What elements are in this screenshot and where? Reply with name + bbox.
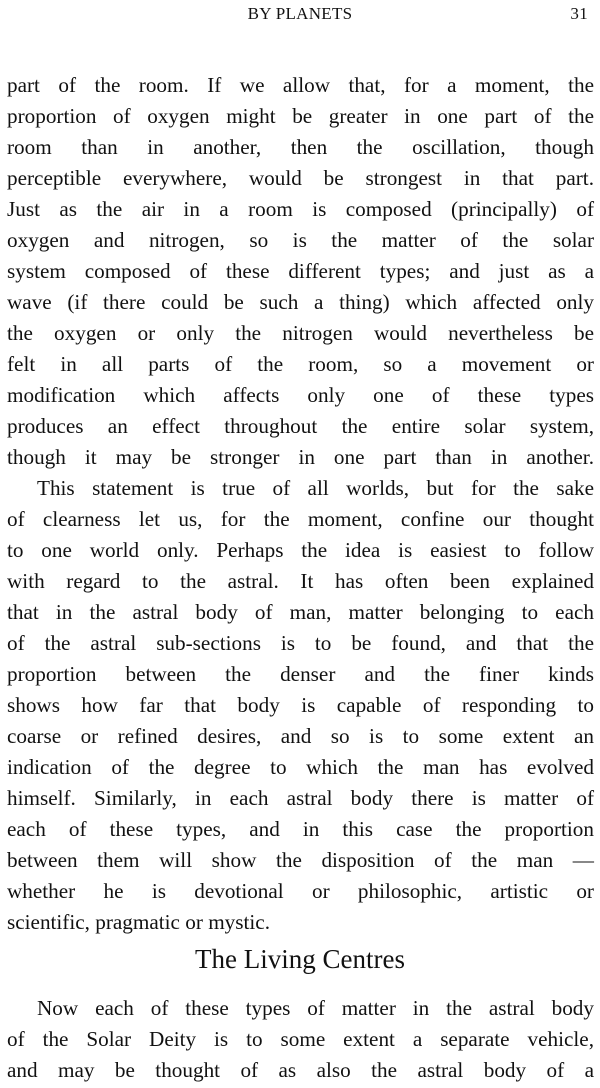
text-line: of the Solar Deity is to some extent a separate vehicle, bbox=[7, 1027, 594, 1051]
text-line: proportion of oxygen might be greater in one part of the bbox=[7, 104, 594, 128]
page-number: 31 bbox=[570, 4, 588, 23]
text-line: This statement is true of all worlds, but for the sake bbox=[37, 476, 594, 500]
text-line: oxygen and nitrogen, so is the matter of the solar bbox=[7, 228, 594, 252]
text-line: coarse or refined desires, and so is to some extent an bbox=[7, 724, 594, 748]
text-line: that in the astral body of man, matter belonging to each bbox=[7, 600, 594, 624]
text-line: though it may be stronger in one part than in another. bbox=[7, 445, 594, 469]
body-text bbox=[0, 993, 600, 1086]
section-heading: The Living Centres bbox=[195, 944, 405, 974]
text-line: scientific, pragmatic or mystic. bbox=[7, 910, 270, 934]
text-line: and may be thought of as also the astral body of a bbox=[7, 1058, 594, 1082]
text-line: between them will show the disposition of the man — bbox=[7, 848, 594, 872]
body-text bbox=[0, 70, 600, 938]
text-line: of clearness let us, for the moment, confine our thought bbox=[7, 507, 594, 531]
text-line: Now each of these types of matter in the astral body bbox=[37, 996, 594, 1020]
text-line: produces an effect throughout the entire solar system, bbox=[7, 414, 594, 438]
text-line: room than in another, then the oscillation, though bbox=[7, 135, 594, 159]
text-line: each of these types, and in this case the proportion bbox=[7, 817, 594, 841]
text-line: wave (if there could be such a thing) which affected only bbox=[7, 290, 594, 314]
text-line: part of the room. If we allow that, for a moment, the bbox=[7, 73, 594, 97]
text-line: shows how far that body is capable of responding to bbox=[7, 693, 594, 717]
text-line: indication of the degree to which the man has evolved bbox=[7, 755, 594, 779]
text-line: with regard to the astral. It has often been explained bbox=[7, 569, 594, 593]
text-line: system composed of these different types; and just as a bbox=[7, 259, 594, 283]
text-line: the oxygen or only the nitrogen would nevertheless be bbox=[7, 321, 594, 345]
running-head bbox=[0, 2, 600, 26]
text-line: proportion between the denser and the finer kinds bbox=[7, 662, 594, 686]
text-line: to one world only. Perhaps the idea is easiest to follow bbox=[7, 538, 594, 562]
text-line: perceptible everywhere, would be strongest in that part. bbox=[7, 166, 594, 190]
text-line: modification which affects only one of these types bbox=[7, 383, 594, 407]
text-line: felt in all parts of the room, so a movement or bbox=[7, 352, 594, 376]
text-line: himself. Similarly, in each astral body there is matter of bbox=[7, 786, 594, 810]
running-title: BY PLANETS bbox=[247, 4, 353, 23]
text-line: of the astral sub-sections is to be found, and that the bbox=[7, 631, 594, 655]
text-line: whether he is devotional or philosophic, artistic or bbox=[7, 879, 594, 903]
text-line: Just as the air in a room is composed (principally) of bbox=[7, 197, 594, 221]
